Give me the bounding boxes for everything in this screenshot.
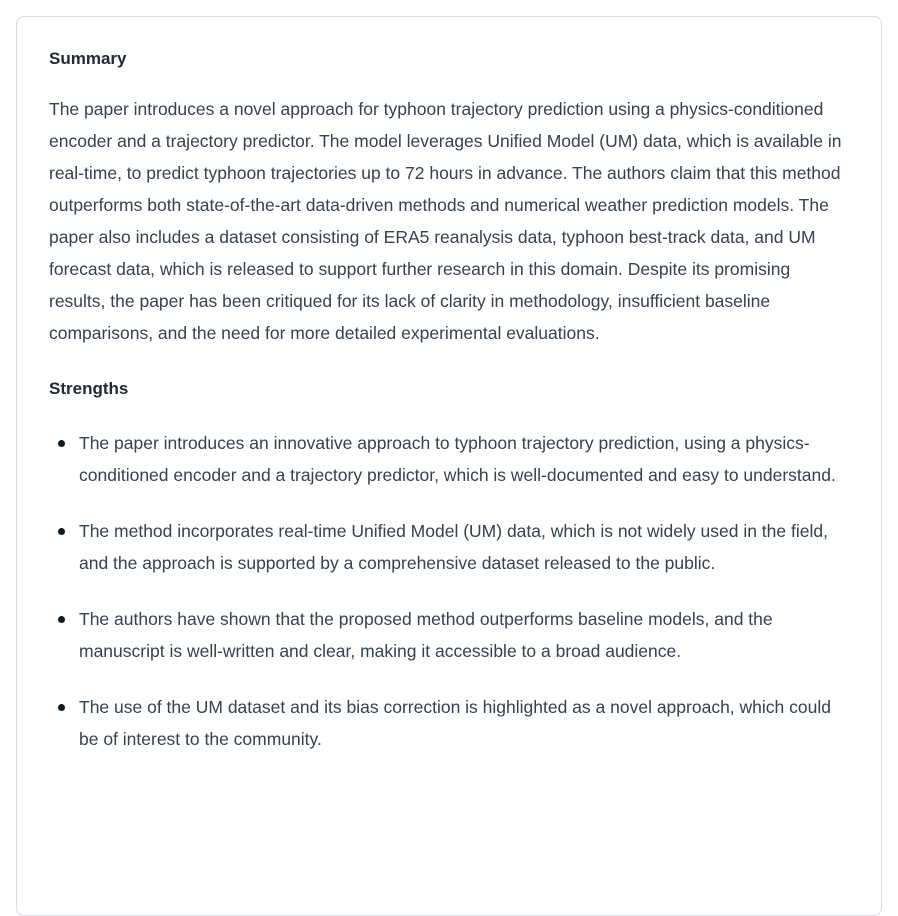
bullet-icon (58, 616, 65, 623)
strength-item-text: The paper introduces an innovative approach to typhoon trajectory prediction, using a physics-conditioned encoder and a trajectory predictor, which is well-documented and easy to understand. (79, 432, 836, 485)
bullet-icon (58, 704, 65, 711)
bullet-icon (58, 440, 65, 447)
bullet-icon (58, 528, 65, 535)
strength-item (49, 691, 849, 755)
strength-item (49, 427, 849, 491)
review-card (16, 16, 882, 916)
strength-item-text: The authors have shown that the proposed method outperforms baseline models, and the manuscript is well-written and clear, making it accessible to a broad audience. (79, 608, 773, 661)
strength-item (49, 603, 849, 667)
strength-item-text: The use of the UM dataset and its bias correction is highlighted as a novel approach, which could be of interest to the community. (79, 696, 831, 749)
strength-item-text: The method incorporates real-time Unified Model (UM) data, which is not widely used in the field, and the approach is supported by a comprehensive dataset released to the public. (79, 520, 828, 573)
strength-item (49, 515, 849, 579)
summary-text: The paper introduces a novel approach for typhoon trajectory prediction using a physics-conditioned encoder and a trajectory predictor. The model leverages Unified Model (UM) data, which is available in real-time, to predict typhoon trajectories up to 72 hours in advance. The authors claim that this method outperforms both state-of-the-art data-driven methods and numerical weather prediction models. The paper also includes a dataset consisting of ERA5 reanalysis data, typhoon best-track data, and UM forecast data, which is released to support further research in this domain. Despite its promising results, the paper has been critiqued for its lack of clarity in methodology, insufficient baseline comparisons, and the need for more detailed experimental evaluations. (49, 98, 842, 343)
summary-heading: Summary (49, 49, 127, 68)
strengths-heading: Strengths (49, 378, 129, 398)
strengths-list (49, 427, 849, 755)
